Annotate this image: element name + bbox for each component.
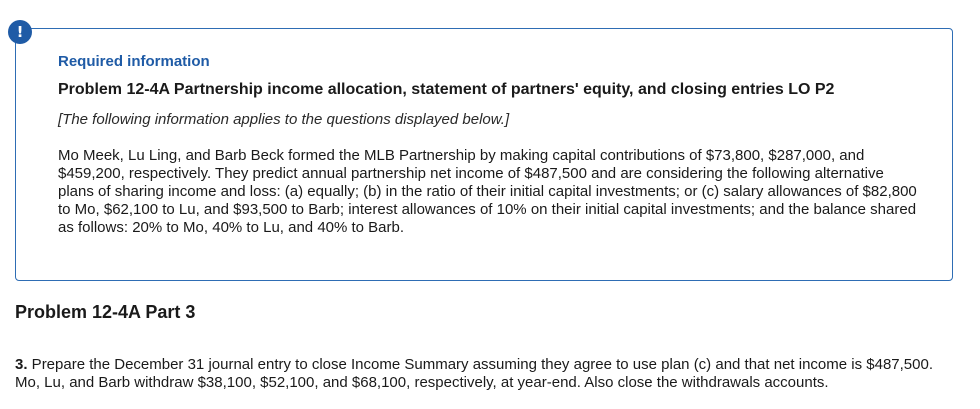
required-information-heading: Required information bbox=[58, 53, 210, 70]
alert-icon: ! bbox=[8, 20, 32, 44]
info-note: [The following information applies to the questions displayed below.] bbox=[58, 111, 510, 128]
question-body: Prepare the December 31 journal entry to close Income Summary assuming they agree to use plan (c) and that net income is $487,500. Mo, Lu, and Barb withdraw $38,100, $52,100, and $68,100, respectively, at year-end. Also close the withdrawals accounts. bbox=[15, 356, 934, 391]
question-text bbox=[15, 356, 955, 392]
problem-title: Problem 12-4A Partnership income allocation, statement of partners' equity, and closing entries LO P2 bbox=[58, 81, 835, 98]
part-title: Problem 12-4A Part 3 bbox=[15, 302, 196, 322]
problem-description: Mo Meek, Lu Ling, and Barb Beck formed the MLB Partnership by making capital contributions of $73,800, $287,000, and $459,200, respectively. They predict annual partnership net income of $487,500 and are considering the following alternative plans of sharing income and loss: (a) equally; (b) in the ratio of their initial capital investments; or (c) salary allowances of $82,800 to Mo, $62,100 to Lu, and $93,500 to Barb; interest allowances of 10% on their initial capital investments; and the balance shared as follows: 20% to Mo, 40% to Lu, and 40% to Barb. bbox=[58, 147, 917, 236]
question-number: 3. bbox=[15, 356, 28, 373]
